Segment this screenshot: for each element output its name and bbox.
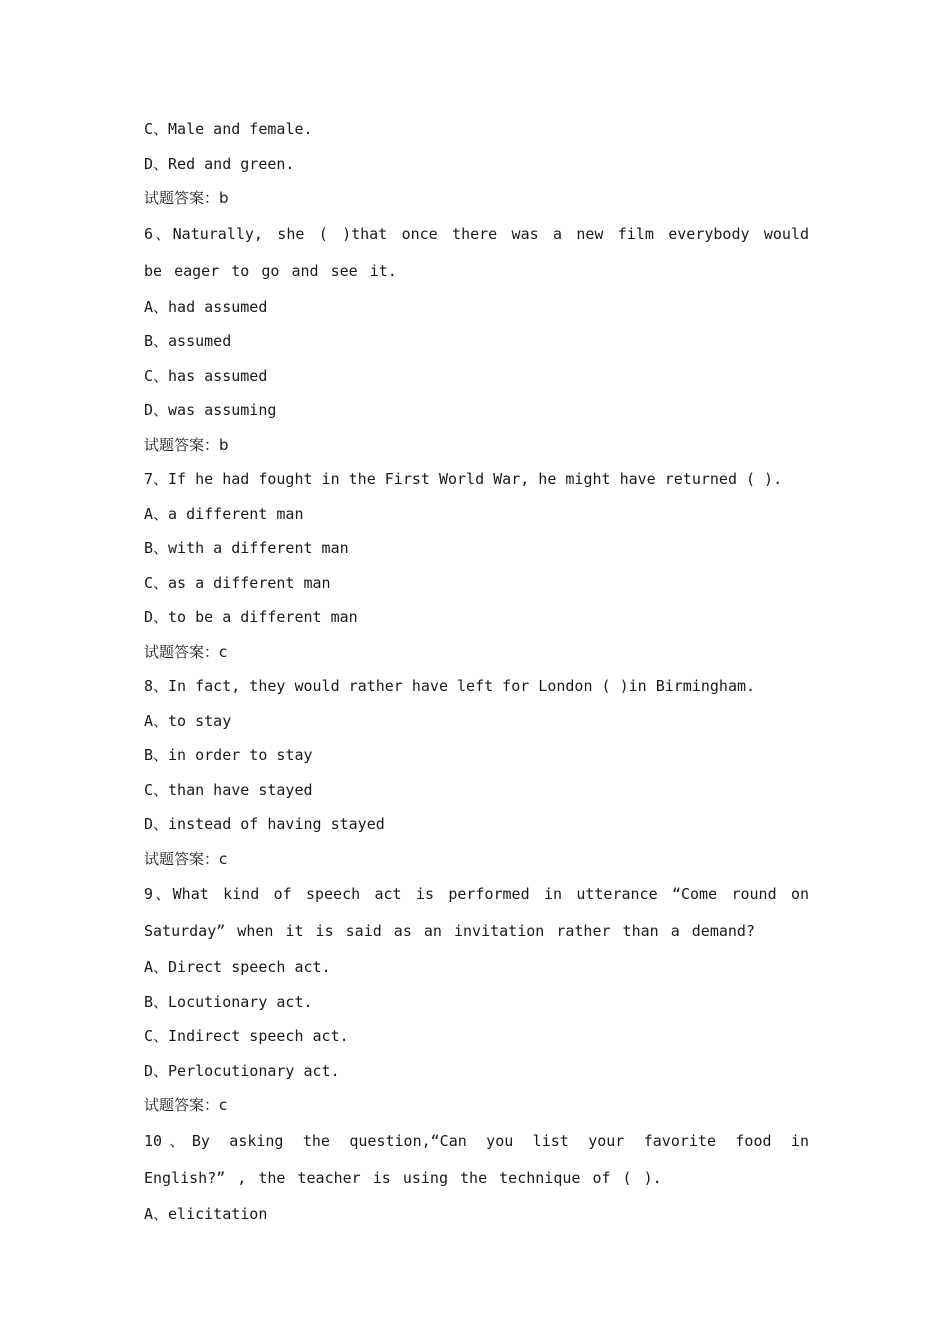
option-line: B、assumed — [144, 332, 232, 350]
option-line: D、Perlocutionary act. — [144, 1061, 340, 1080]
answer-line: 试题答案：b — [144, 189, 229, 207]
option-line: C、than have stayed — [144, 780, 313, 799]
option-line: A、had assumed — [144, 297, 268, 316]
option-line: C、has assumed — [144, 366, 268, 385]
answer-line: 试题答案：c — [144, 1096, 228, 1114]
answer-line: 试题答案：c — [144, 849, 228, 868]
option-line: D、Red and green. — [144, 154, 295, 173]
option-line: A、to stay — [144, 711, 232, 730]
option-line: D、instead of having stayed — [144, 815, 385, 833]
option-line: C、Indirect speech act. — [144, 1027, 349, 1045]
question-text: 9、What kind of speech act is performed in utterance “Come round on Saturday” when it is said as an invitation rather than a demand? — [144, 885, 809, 940]
question-text: 10、By asking the question,“Can you list your favorite food in English?” , the teacher is using the technique of ( ). — [144, 1131, 809, 1187]
question-text: 6、Naturally, she ( )that once there was a new film everybody would be eager to go and see it. — [144, 224, 809, 280]
answer-line: 试题答案：b — [144, 435, 229, 454]
option-line: A、a different man — [144, 504, 304, 523]
option-line: D、to be a different man — [144, 608, 358, 626]
question-text: 7、If he had fought in the First World War, he might have returned ( ). — [144, 470, 783, 488]
option-line: B、in order to stay — [144, 746, 313, 764]
option-line: A、Direct speech act. — [144, 958, 331, 976]
option-line: C、as a different man — [144, 573, 331, 592]
option-line: A、elicitation — [144, 1204, 268, 1223]
option-line: C、Male and female. — [144, 120, 313, 138]
option-line: D、was assuming — [144, 401, 277, 419]
option-line: B、with a different man — [144, 539, 349, 557]
answer-line: 试题答案：c — [144, 642, 228, 661]
question-text: 8、In fact, they would rather have left for London ( )in Birmingham. — [144, 677, 756, 695]
question-list — [144, 112, 809, 1231]
option-line: B、Locutionary act. — [144, 992, 313, 1011]
